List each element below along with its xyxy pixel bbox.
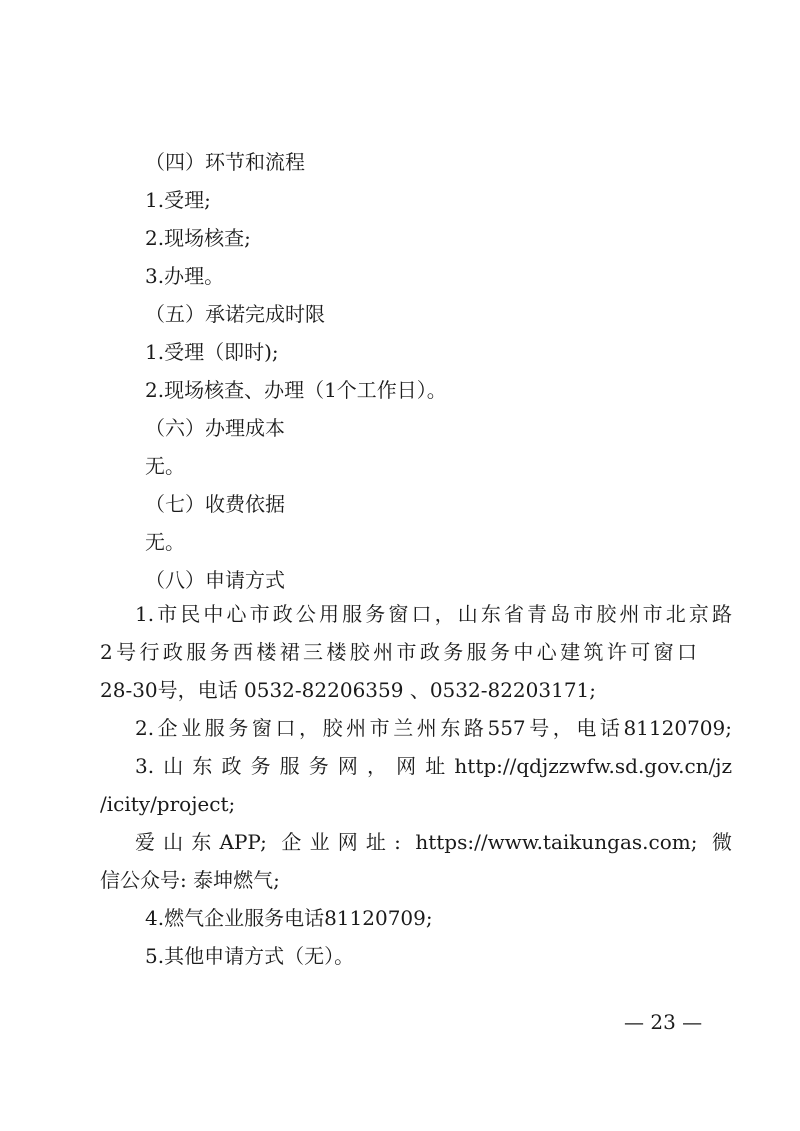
- paragraph-text: 2号行政服务西楼裙三楼胶州市政务服务中心建筑许可窗口: [100, 640, 697, 664]
- section-heading-5: （五）承诺完成时限: [145, 302, 325, 326]
- section-heading-6: （六）办理成本: [145, 416, 285, 440]
- paragraph-text: /icity/project;: [100, 792, 236, 816]
- paragraph-text: 28-30号，电话 0532-82206359 、0532-82203171;: [100, 678, 597, 702]
- list-item: 1.受理;: [145, 188, 211, 212]
- paragraph-text: 1.市民中心市政公用服务窗口，山东省青岛市胶州市北京路: [135, 602, 732, 626]
- paragraph-text: 2.企业服务窗口，胶州市兰州东路557号，电话81120709;: [135, 716, 732, 740]
- list-item: 1.受理（即时);: [145, 340, 279, 364]
- paragraph-text: 无。: [145, 530, 185, 554]
- list-item: 2.现场核查、办理（1个工作日）。: [145, 378, 447, 402]
- paragraph-text: 爱山东APP; 企业网址: https://www.taikungas.com; 微: [135, 830, 732, 854]
- list-item: 3.办理。: [145, 264, 225, 288]
- paragraph-text: 无。: [145, 454, 185, 478]
- section-heading-8: （八）申请方式: [145, 568, 285, 592]
- paragraph-text: 信公众号: 泰坤燃气;: [100, 868, 280, 892]
- paragraph-text: 3.山东政务服务网，网址http://qdjzzwfw.sd.gov.cn/jz: [135, 754, 732, 778]
- page-number: — 23 —: [624, 1010, 703, 1034]
- section-heading-7: （七）收费依据: [145, 492, 285, 516]
- paragraph-text: 5.其他申请方式（无）。: [145, 944, 355, 968]
- section-heading-4: （四）环节和流程: [145, 150, 305, 174]
- list-item: 2.现场核查;: [145, 226, 251, 250]
- paragraph-text: 4.燃气企业服务电话81120709;: [145, 906, 433, 930]
